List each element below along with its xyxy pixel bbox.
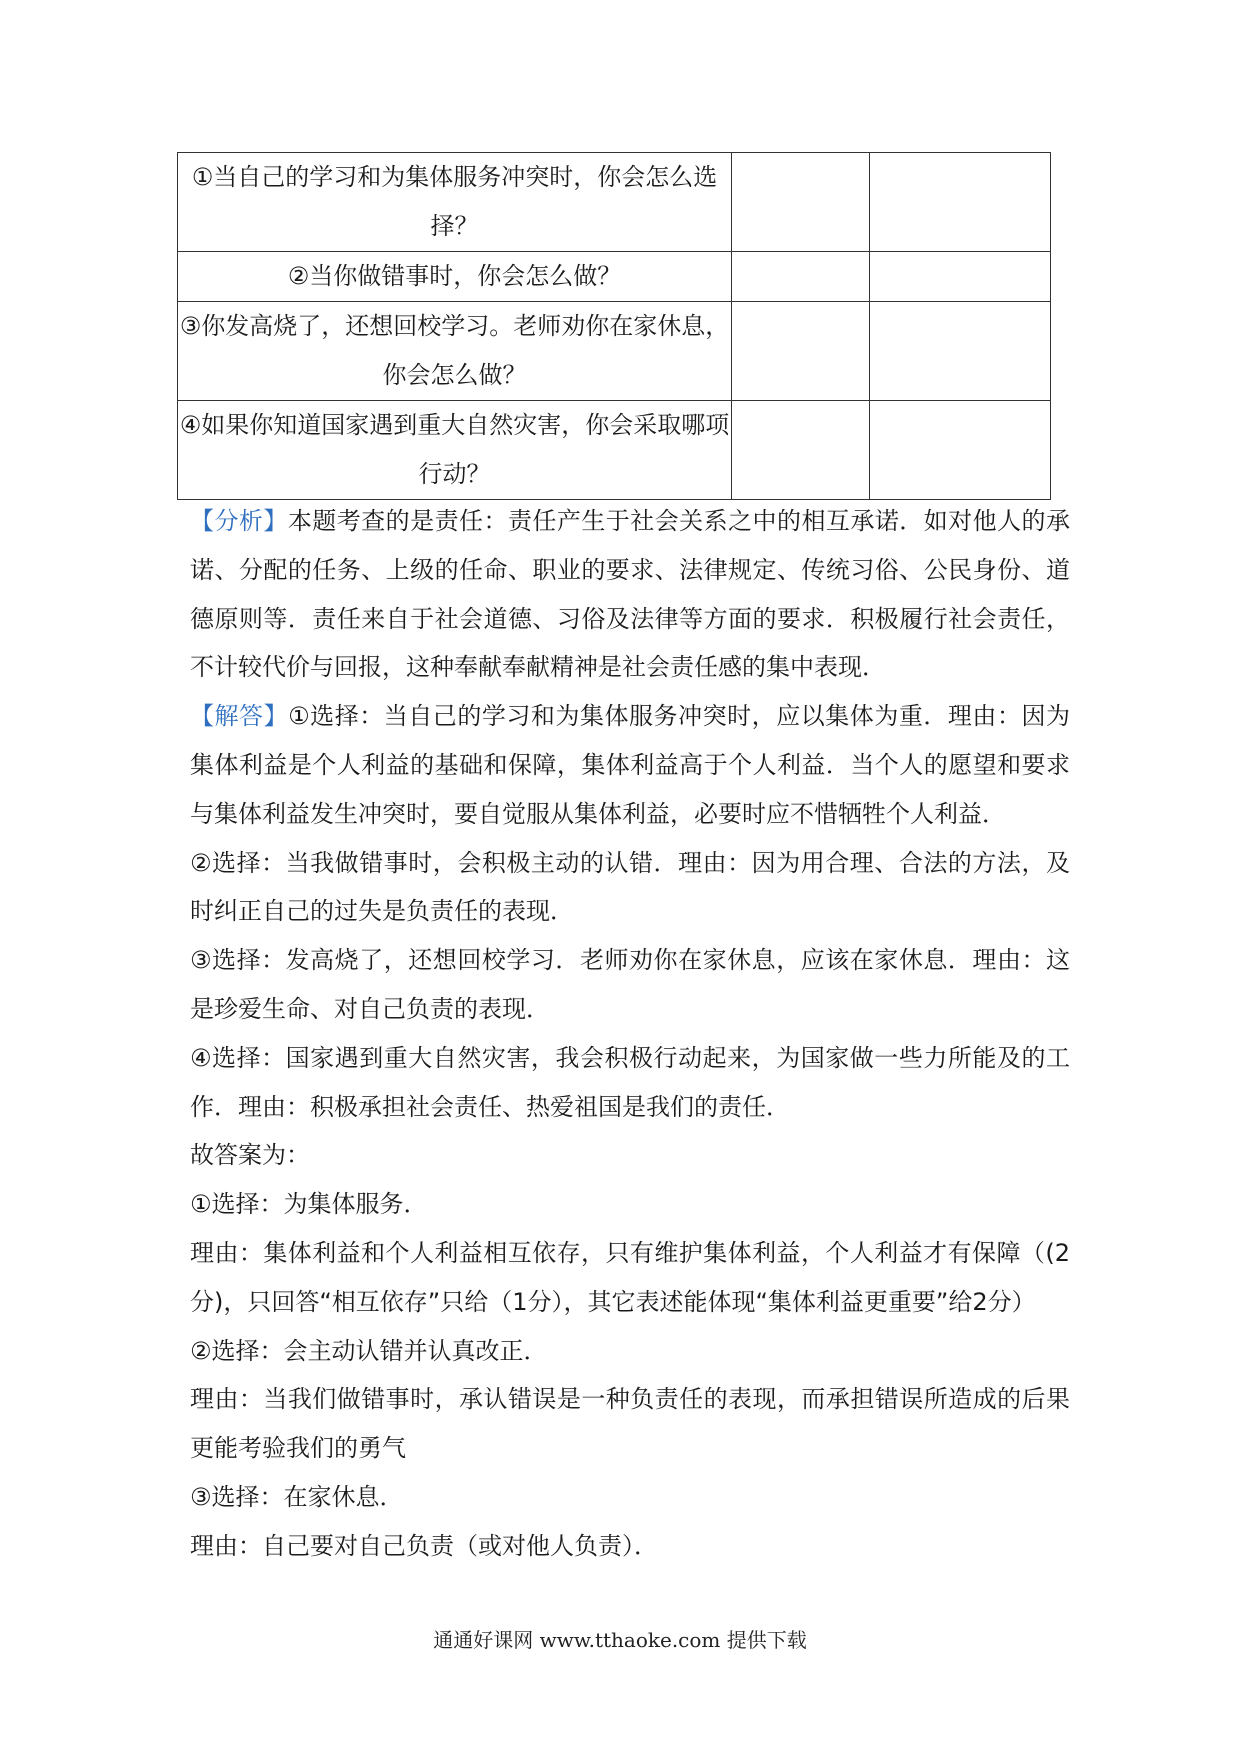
table-row — [178, 401, 1051, 500]
answer-text-1: ①选择：当自己的学习和为集体服务冲突时，应以集体为重．理由：因为集体利益是个人利益的基础和保障，集体利益高于个人利益．当个人的愿望和要求与集体利益发生冲突时，要自觉服从集体利益，必要时应不惜牺牲个人利益． — [190, 702, 1071, 828]
answer-choice-2: ②选择：会主动认错并认真改正． — [190, 1336, 548, 1365]
question-cell — [178, 302, 732, 401]
answer-cell-choice — [732, 252, 870, 302]
answer-cell-reason — [870, 302, 1051, 401]
analysis-text: 本题考查的是责任：责任产生于社会关系之中的相互承诺．如对他人的承诺、分配的任务、上级的任命、职业的要求、法律规定、传统习俗、公民身份、道德原则等．责任来自于社会道德、习俗及法律等方面的要求．积极履行社会责任，不计较代价与回报，这种奉献奉献精神是社会责任感的集中表现． — [190, 507, 1071, 682]
answer-cell-choice — [732, 401, 870, 500]
analysis-paragraph — [190, 497, 1070, 692]
answer-cell-choice — [732, 153, 870, 252]
question-cell — [178, 252, 732, 302]
analysis-tag: 【分析】 — [190, 507, 288, 535]
answer-choice-1: ①选择：为集体服务． — [190, 1190, 428, 1219]
question-text: ③你发高烧了，还想回校学习。老师劝你在家休息，你会怎么做？ — [179, 312, 730, 389]
answer-summary-heading: 故答案为： — [190, 1141, 310, 1170]
answer-paragraph-3: ③选择：发高烧了，还想回校学习．老师劝你在家休息，应该在家休息．理由：这是珍爱生命、对自己负责的表现． — [190, 946, 1070, 1023]
question-cell — [178, 153, 732, 252]
table-row — [178, 252, 1051, 302]
answer-cell-choice — [732, 302, 870, 401]
answer-reason-1: 理由：集体利益和个人利益相互依存，只有维护集体利益，个人利益才有保障（(2分)，只回答“相互依存”只给（1分），其它表述能体现“集体利益更重要”给2分） — [190, 1238, 1070, 1316]
answer-choice-3: ③选择：在家休息． — [190, 1482, 404, 1511]
solution-text — [190, 497, 1070, 1571]
question-table — [177, 152, 1051, 500]
answer-cell-reason — [870, 252, 1051, 302]
answer-cell-reason — [870, 401, 1051, 500]
question-cell — [178, 401, 732, 500]
question-text: ④如果你知道国家遇到重大自然灾害，你会采取哪项行动？ — [179, 411, 730, 488]
table-row — [178, 153, 1051, 252]
answer-paragraph-1 — [190, 692, 1070, 838]
answer-paragraph-4: ④选择：国家遇到重大自然灾害，我会积极行动起来，为国家做一些力所能及的工作．理由：积极承担社会责任、热爱祖国是我们的责任． — [190, 1043, 1070, 1121]
answer-cell-reason — [870, 153, 1051, 252]
question-text: ①当自己的学习和为集体服务冲突时，你会怎么选择？ — [191, 163, 718, 240]
page-footer: 通通好课网 www.tthaoke.com 提供下载 — [433, 1628, 807, 1652]
answer-reason-3: 理由：自己要对自己负责（或对他人负责）． — [190, 1531, 658, 1560]
table-row — [178, 302, 1051, 401]
question-text: ②当你做错事时，你会怎么做？ — [287, 262, 622, 290]
answer-reason-2: 理由：当我们做错事时，承认错误是一种负责任的表现，而承担错误所造成的后果更能考验我们的勇气 — [190, 1385, 1070, 1463]
answer-paragraph-2: ②选择：当我做错事时，会积极主动的认错．理由：因为用合理、合法的方法，及时纠正自己的过失是负责任的表现． — [190, 848, 1070, 926]
answer-tag: 【解答】 — [190, 702, 289, 731]
